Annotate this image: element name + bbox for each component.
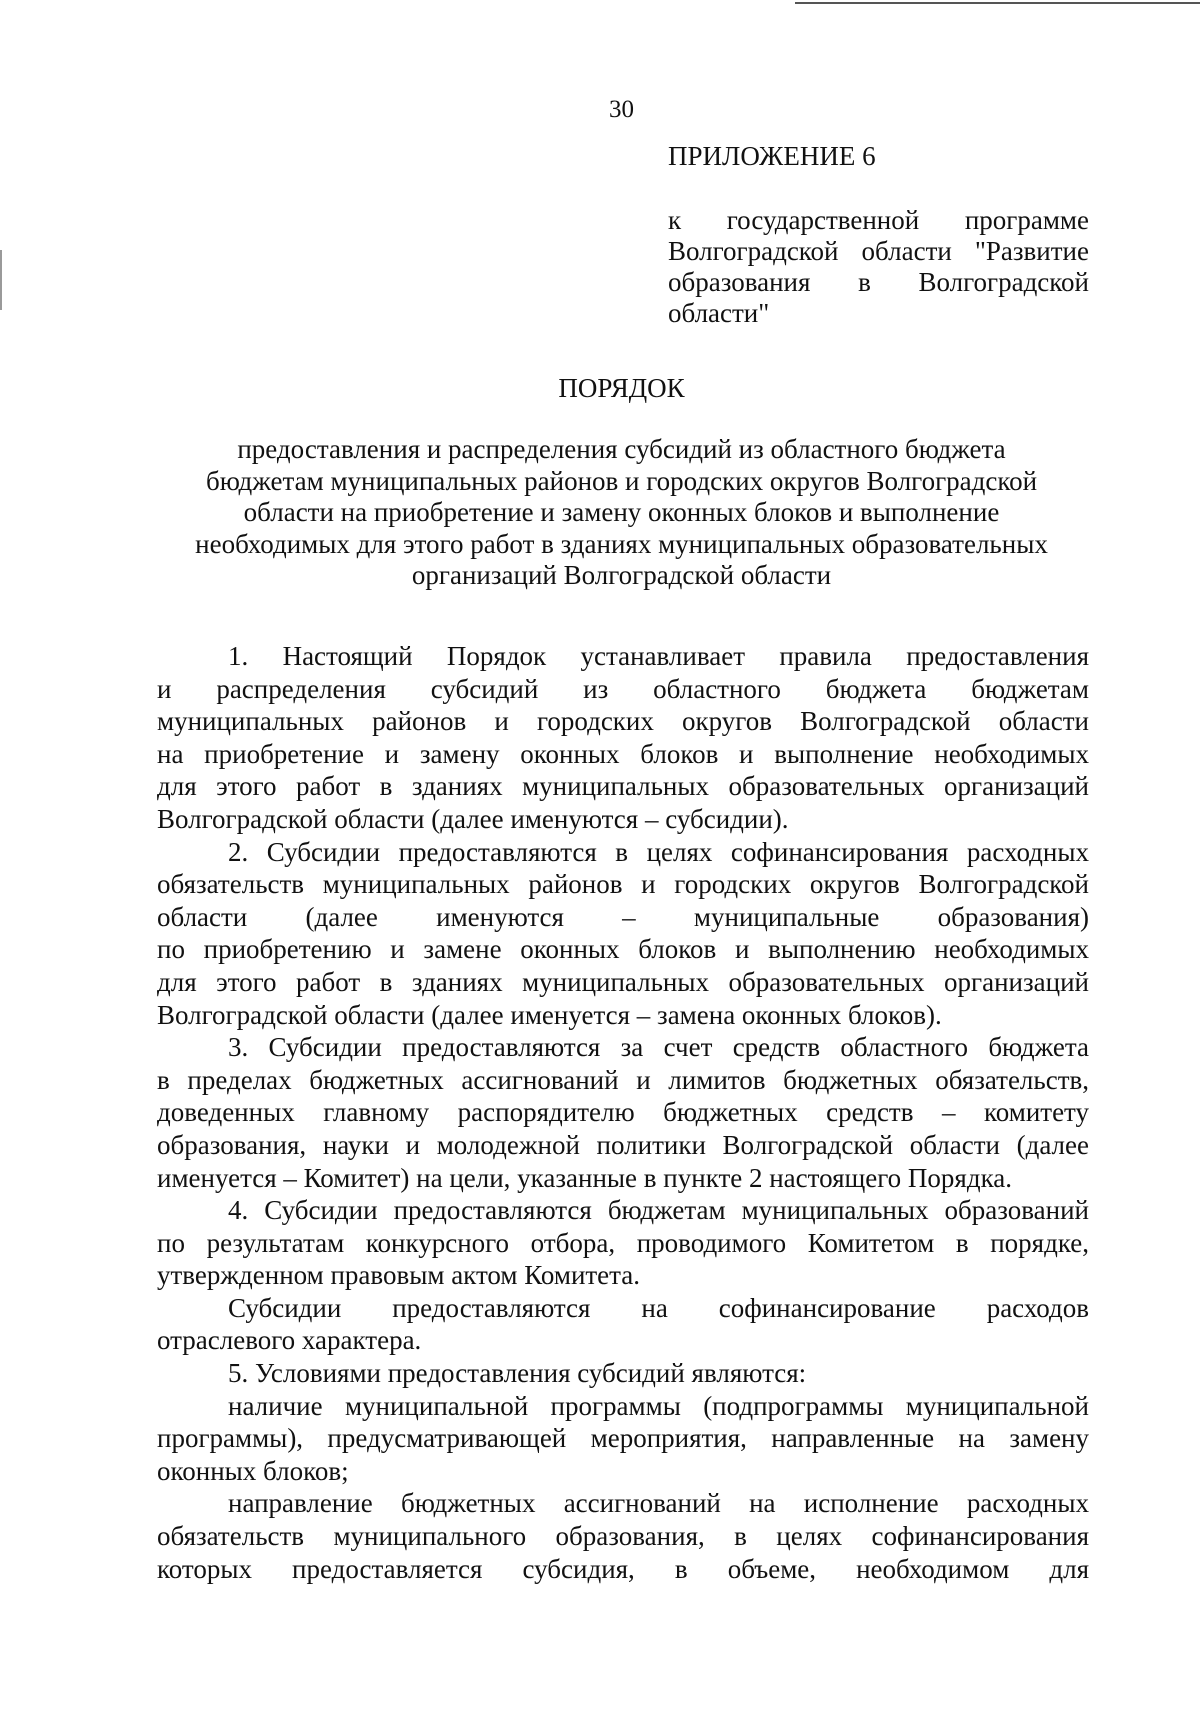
body-line: образования, науки и молодежной политики Волгоградской области (далее [157,1129,1089,1160]
subtitle-line: области на приобретение и замену оконных блоков и выполнение [243,497,1000,527]
body-line: Волгоградской области (далее именуются – субсидии). [157,803,789,834]
body-line: 3. Субсидии предоставляются за счет средств областного бюджета [228,1032,1089,1063]
body-line: на приобретение и замену оконных блоков и выполнение необходимых [157,738,1089,769]
appendix-reference-line: области" [668,298,770,328]
body-line: программы), предусматривающей мероприятия, направленные на замену [157,1423,1089,1454]
body-line: именуется – Комитет) на цели, указанные в пункте 2 настоящего Порядка. [157,1162,1013,1193]
body-line: и распределения субсидий из областного бюджета бюджетам [157,673,1089,704]
body-line: Волгоградской области (далее именуется – замена оконных блоков). [157,999,942,1030]
body-line: по результатам конкурсного отбора, проводимого Комитетом в порядке, [157,1227,1089,1258]
body-line: для этого работ в зданиях муниципальных образовательных организаций [157,771,1089,802]
body-line: муниципальных районов и городских округов Волгоградской области [157,706,1089,737]
body-line: области (далее именуются – муниципальные образования) [157,901,1089,932]
body-line: отраслевого характера. [157,1325,422,1356]
document-body [157,640,1089,1585]
appendix-reference-line: образования в Волгоградской [668,267,1089,297]
body-line: наличие муниципальной программы (подпрограммы муниципальной [228,1390,1089,1421]
appendix-title: ПРИЛОЖЕНИЕ 6 [668,141,876,171]
subtitle-line: необходимых для этого работ в зданиях муниципальных образовательных [195,528,1048,559]
scan-left-edge [0,250,2,310]
subtitle-line: предоставления и распределения субсидий из областного бюджета [237,434,1006,464]
body-line: обязательств муниципальных районов и городских округов Волгоградской [157,869,1089,900]
body-line: по приобретению и замене оконных блоков и выполнению необходимых [157,934,1089,965]
appendix-reference-line: Волгоградской области "Развитие [668,236,1089,266]
subtitle-line: организаций Волгоградской области [411,560,832,590]
body-line: направление бюджетных ассигнований на исполнение расходных [228,1488,1089,1519]
body-line: в пределах бюджетных ассигнований и лимитов бюджетных обязательств, [157,1064,1089,1095]
document-subtitle [0,434,1200,592]
body-line: которых предоставляется субсидия, в объеме, необходимом для [157,1553,1089,1584]
body-line: 1. Настоящий Порядок устанавливает правила предоставления [228,641,1089,671]
subtitle-line: бюджетам муниципальных районов и городских округов Волгоградской [205,465,1038,496]
page-number: 30 [609,96,634,123]
appendix-reference [668,205,1089,329]
body-line: доведенных главному распорядителю бюджетных средств – комитету [157,1097,1089,1128]
body-line: 2. Субсидии предоставляются в целях софинансирования расходных [228,836,1089,867]
body-line: 4. Субсидии предоставляются бюджетам муниципальных образований [228,1195,1089,1226]
body-line: Субсидии предоставляются на софинансирование расходов [228,1292,1089,1323]
document-heading: ПОРЯДОК [558,373,685,403]
body-line: 5. Условиями предоставления субсидий являются: [228,1358,807,1389]
body-line: обязательств муниципального образования, в целях софинансирования [157,1521,1089,1552]
scan-top-rule [795,2,1200,4]
body-line: для этого работ в зданиях муниципальных образовательных организаций [157,966,1089,997]
body-line: оконных блоков; [157,1455,349,1486]
body-line: утвержденном правовым актом Комитета. [157,1260,641,1291]
appendix-reference-line: к государственной программе [668,205,1089,235]
